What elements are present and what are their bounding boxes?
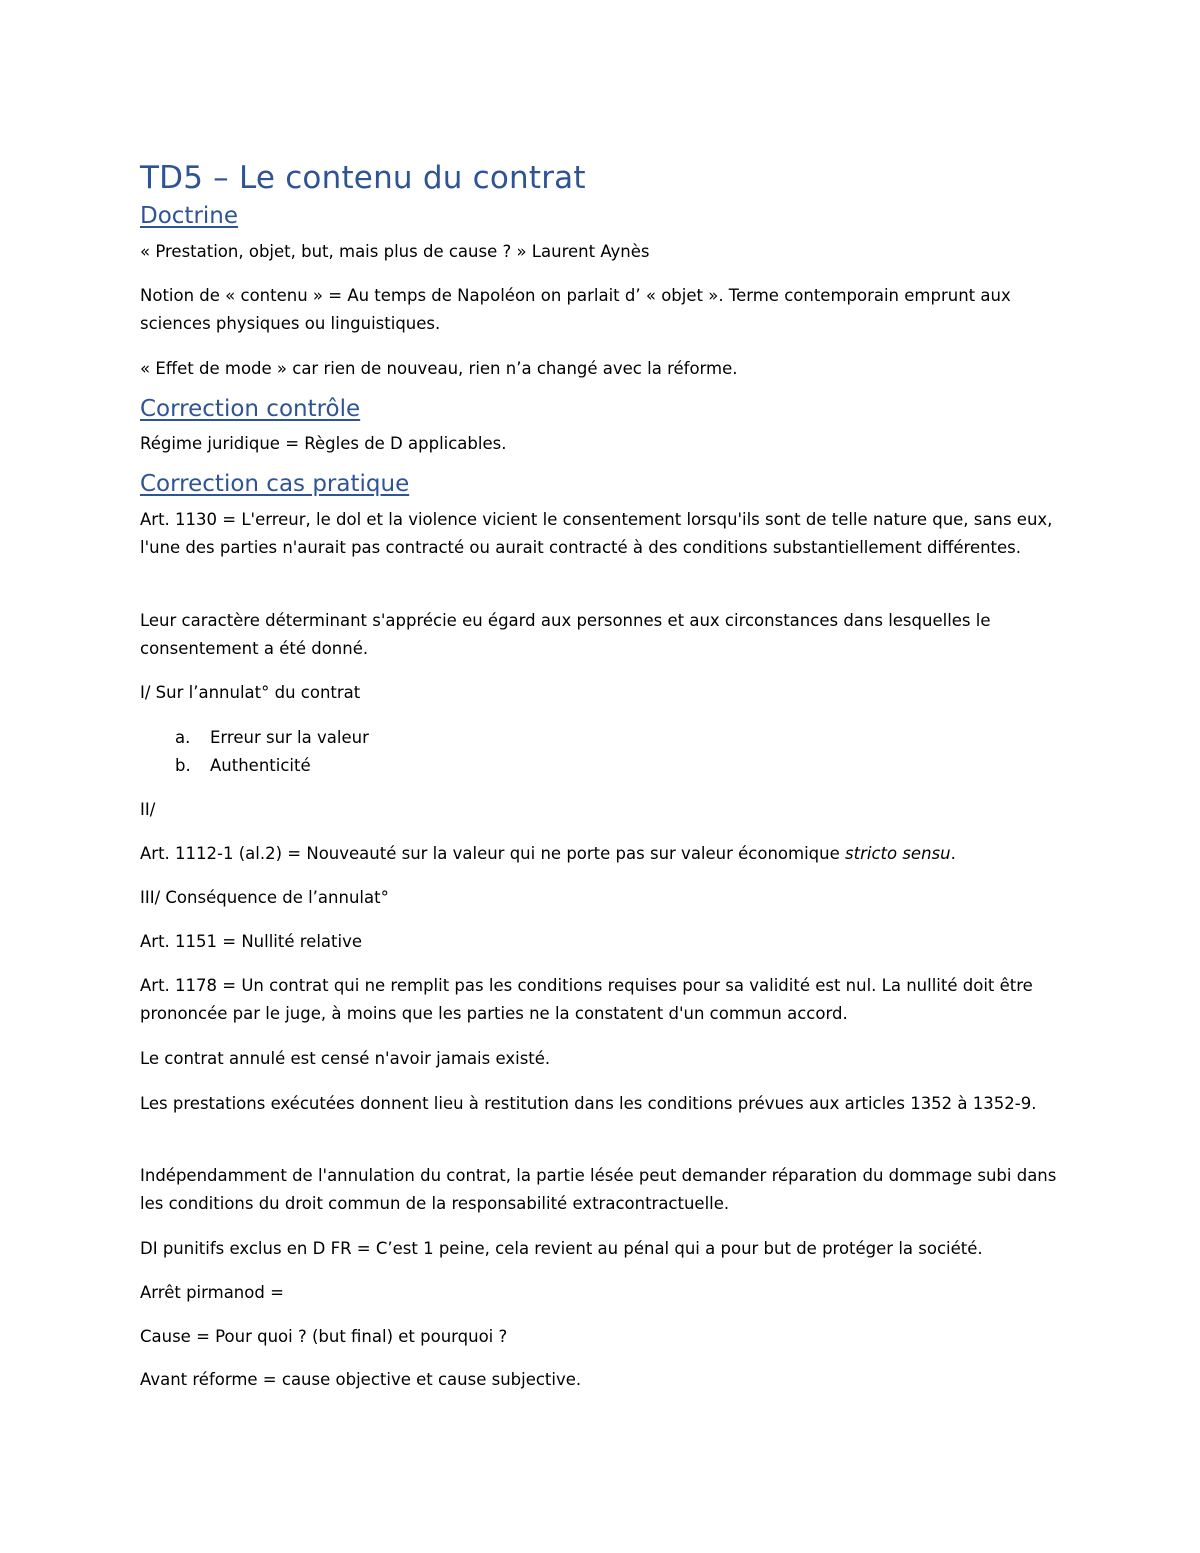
heading-correction-cas-pratique: Correction cas pratique xyxy=(140,471,410,497)
paragraph: DI punitifs exclus en D FR = C’est 1 peine, cela revient au pénal qui a pour but de protéger la société. xyxy=(140,1239,983,1258)
paragraph: « Prestation, objet, but, mais plus de cause ? » Laurent Aynès xyxy=(140,242,650,261)
paragraph: Indépendamment de l'annulation du contrat, la partie lésée peut demander réparation du dommage subi dans les conditions du droit commun de la responsabilité extracontractuelle. xyxy=(140,1166,1057,1213)
heading-doctrine: Doctrine xyxy=(140,203,239,229)
list-marker: a. xyxy=(175,728,191,747)
paragraph: Art. 1178 = Un contrat qui ne remplit pas les conditions requises pour sa validité est nul. La nullité doit être prononcée par le juge, à moins que les parties ne la constatent d'un commun accord. xyxy=(140,976,1033,1023)
paragraph: « Effet de mode » car rien de nouveau, rien n’a changé avec la réforme. xyxy=(140,359,738,378)
paragraph-text: Art. 1112-1 (al.2) = Nouveauté sur la valeur qui ne porte pas sur valeur économique xyxy=(140,844,846,863)
paragraph: Notion de « contenu » = Au temps de Napoléon on parlait d’ « objet ». Terme contemporain emprunt aux sciences physiques ou linguistiques. xyxy=(140,286,1011,333)
document-title: TD5 – Le contenu du contrat xyxy=(140,160,586,196)
list-item-text: Erreur sur la valeur xyxy=(210,728,369,747)
paragraph: Les prestations exécutées donnent lieu à restitution dans les conditions prévues aux articles 1352 à 1352-9. xyxy=(140,1094,1037,1113)
paragraph: Le contrat annulé est censé n'avoir jamais existé. xyxy=(140,1049,551,1068)
paragraph: II/ xyxy=(140,800,156,819)
paragraph: Art. 1151 = Nullité relative xyxy=(140,932,362,951)
list-item xyxy=(175,724,369,752)
italic-term: stricto sensu xyxy=(845,844,951,863)
list-marker: b. xyxy=(175,756,191,775)
heading-correction-controle: Correction contrôle xyxy=(140,396,361,422)
paragraph: Arrêt pirmanod = xyxy=(140,1283,284,1302)
paragraph: Avant réforme = cause objective et cause subjective. xyxy=(140,1370,582,1389)
paragraph: I/ Sur l’annulat° du contrat xyxy=(140,683,361,702)
paragraph: Art. 1130 = L'erreur, le dol et la violence vicient le consentement lorsqu'ils sont de telle nature que, sans eux, l'une des parties n'aurait pas contracté ou aurait contracté à des conditions substantiellement différentes. xyxy=(140,510,1053,557)
list-item-text: Authenticité xyxy=(210,756,311,775)
paragraph: III/ Conséquence de l’annulat° xyxy=(140,888,389,907)
paragraph: Régime juridique = Règles de D applicables. xyxy=(140,434,507,453)
paragraph: Cause = Pour quoi ? (but final) et pourquoi ? xyxy=(140,1327,508,1346)
paragraph: Leur caractère déterminant s'apprécie eu égard aux personnes et aux circonstances dans lesquelles le consentement a été donné. xyxy=(140,611,991,658)
paragraph-art-1112-1 xyxy=(140,840,1070,868)
list-item xyxy=(175,752,311,780)
paragraph-text: . xyxy=(950,844,956,863)
